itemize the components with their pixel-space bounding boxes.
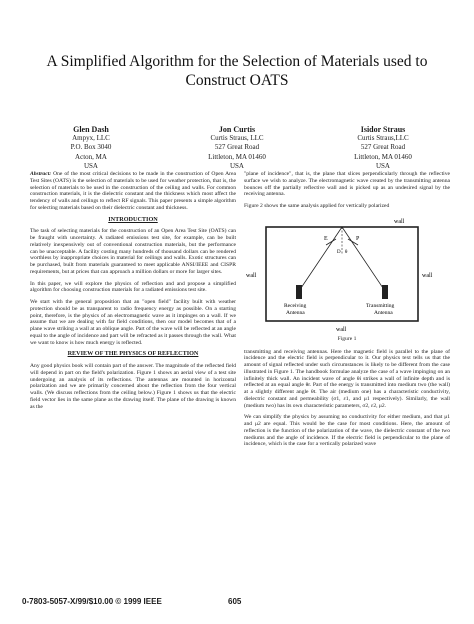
left-column xyxy=(30,171,236,415)
e-field-label: E xyxy=(324,235,328,242)
wall-label-bottom: wall xyxy=(336,326,347,333)
figure-1 xyxy=(244,215,450,335)
right-paragraph-3: transmitting and receiving antennas. Here the magnetic field is parallel to the plane of incidence and the electric field is perpendicular to it. Our physics text tells us that the amount of signal reflected under such circumstances is likely to be different from the case illustrated in Figure 1. The handbook formulae analyze the case of a wave impinging on an infinitely thick wall. An incident wave of angle θi strikes a wall of infinite depth and is reflected at an equal angle θr. Part of the energy is transmitted into medium two (the wall) at a slightly different angle θt. The air (medium one) has a characteristic conductivity, dielectric constant and permeability (σ1, ε1, and μ1 respectively). Similarly, the wall (medium two) has its own characteristic parameters, σ2, ε2, μ2. xyxy=(244,348,450,409)
author-affiliation: Curtis Straus, LLC xyxy=(210,134,264,143)
section-heading-introduction: INTRODUCTION xyxy=(108,215,158,223)
author-country: USA xyxy=(375,161,390,170)
author-country: USA xyxy=(83,161,98,170)
page-number: 605 xyxy=(228,597,242,606)
incident-ray xyxy=(299,227,342,291)
author-city: Acton, MA xyxy=(75,152,107,161)
title-line-2: Construct OATS xyxy=(185,72,289,89)
author-affiliation: Curtis Straus,LLC xyxy=(357,134,409,143)
section-heading-review: REVIEW OF THE PHYSICS OF REFLECTION xyxy=(67,350,199,358)
right-paragraph-4: We can simplify the physics by assuming no conductivity for either medium, and that μ1 and μ2 are equal. This would be the case for most conditions. Here, the amount of reflection is the function of the polarization of the wave, the dielectric constant of the two mediums and the angle of incidence. If the electric field is perpendicular to the plane of incidence, which is the case for a vertically polarized wave xyxy=(244,414,450,448)
right-paragraph-1: "plane of incidence", that is, the plane that slices perpendicularly through the reflective surface we wish to analyze. The electromagnetic wave created by the transmitting antenna bounces off the partially reflective wall and is picked up as an undesired signal by the receiving antenna. xyxy=(244,171,450,198)
abstract-text: One of the most critical decisions to be made in the construction of Open Area Test Sites (OATS) is the selection of materials to be used for weather protection, that is, the selection of materials to be used in the construction of the ceiling and walls. For common construction materials, it is the dielectric constant and the thickness which most affect the tendency of walls and ceilings to reflect RF signals. This paper presents a simple algorithm for selecting materials based on their dielectric constant and thickness. xyxy=(30,171,237,211)
author-block-1 xyxy=(26,125,156,171)
intro-paragraph-2: In this paper, we will explore the physics of reflection and and propose a simplified algorithm for choosing construction materials for a radiated emissions test site. xyxy=(30,280,236,294)
right-paragraph-2: Figure 2 shows the same analysis applied for vertically polarized xyxy=(244,203,390,209)
intro-paragraph-1: The task of selecting materials for the construction of an Open Area Test Site (OATS) can be fraught with uncertainty. A radiated emissions test site, for example, can be built relatively inexpensively out of conventional construction materials, but the performance can be unacceptable. A facility costing many hundreds of thousand dollars can be rendered worthless by inappropriate choices in material for ceilings and walls. Exotic structures can be purchased, built from materials guaranteed to meet applicable ANSI/IEEE and CISPR requirements, but at prices that can approach a million dollars or more for larger sites. xyxy=(30,228,236,275)
review-paragraph-1: Any good physics book will contain part of the answer. The magnitude of the reflected field will depend in part on the field's polarization. Figure 1 shows an aerial view of a test site undergoing an analysis of its reflections. The antennas are mounted in horizontal polarization and we are primarily concerned about the reflection from the four vertical walls. (We discuss reflections from the ceiling below.) Figure 1 shows us that the electric field vector lies in the same plane as the drawing itself. The plane of the drawing is known as the xyxy=(30,363,236,410)
wall-label-right: wall xyxy=(422,272,433,279)
reflected-ray xyxy=(342,227,385,291)
copyright-notice: 0-7803-5057-X/99/$10.00 © 1999 IEEE xyxy=(22,597,162,606)
transmitting-antenna-label-2: Antenna xyxy=(374,309,393,316)
wall-label-top: wall xyxy=(394,218,405,225)
abstract-label: Abstract: xyxy=(30,171,52,177)
transmitting-antenna-icon xyxy=(382,285,388,299)
title-line-1: A Simplified Algorithm for the Selection of Materials used to xyxy=(46,53,428,70)
receiving-antenna-label-1: Receiving xyxy=(284,302,307,309)
transmitting-antenna-label-1: Transmitting xyxy=(366,302,395,309)
author-name: Isidor Straus xyxy=(360,125,406,134)
author-name: Jon Curtis xyxy=(218,125,256,134)
wall-label-left: wall xyxy=(246,272,257,279)
author-address: P.O. Box 3040 xyxy=(70,143,112,152)
receiving-antenna-icon xyxy=(296,285,302,299)
author-address: 527 Great Road xyxy=(360,143,406,152)
paper-title xyxy=(20,52,454,90)
dp-label: D xyxy=(337,249,341,255)
author-country: USA xyxy=(229,161,244,170)
intro-paragraph-3: We start with the general proposition that an "open field" facility built with weather protection should be as transparent to radio frequency energy as possible. On a starting point, therefore, is the physics of an electromagnetic wave as it impinges on a wall. If we assume that we are dealing with far field conditions, then our model becomes that of a plane wave striking a wall at an oblique angle. Part of the wave will be reflected at an angle equal to the angle of incidence and part will be refracted as it passes through the wall. What we want to know is how much energy is reflected. xyxy=(30,299,236,346)
author-city: Littleton, MA 01460 xyxy=(354,152,412,161)
author-city: Littleton, MA 01460 xyxy=(208,152,266,161)
author-name: Glen Dash xyxy=(73,125,109,134)
receiving-antenna-label-2: Antenna xyxy=(286,309,305,316)
author-address: 527 Great Road xyxy=(214,143,260,152)
author-block-2 xyxy=(172,125,302,171)
author-affiliation: Ampyx, LLC xyxy=(72,134,110,143)
figure-caption: Figure 1 xyxy=(337,335,357,342)
right-column xyxy=(244,171,450,453)
theta-label: θ xyxy=(345,249,348,255)
author-block-3 xyxy=(318,125,448,171)
abstract-paragraph xyxy=(30,171,236,212)
p-label: P xyxy=(356,235,360,242)
